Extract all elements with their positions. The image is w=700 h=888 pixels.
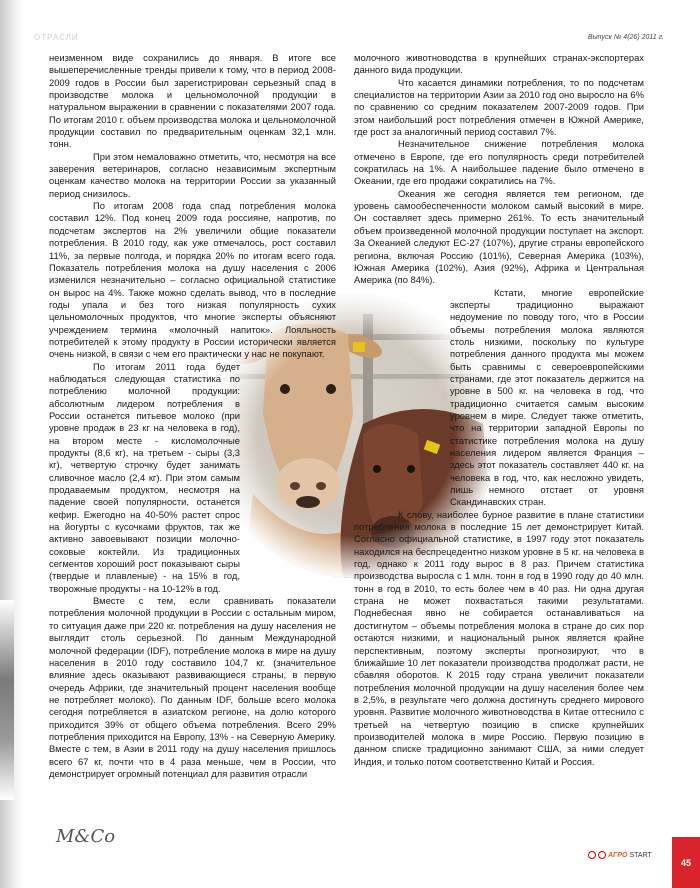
logo-circle-icon — [588, 851, 596, 859]
left-edge-image-strip — [0, 600, 14, 800]
section-tag: ОТРАСЛИ — [34, 33, 79, 42]
logo-circle-icon — [598, 851, 606, 859]
paragraph: Вместе с тем, если сравнивать показатели потребления молочной продукции в России с остальным миром, то ситуация даже при 220 кг. потребления на душу населения не выглядит столь серьезной. По данным Международной молочной федерации (IDF), потребление молока в мире на душу населения в 2010 году составило 104,7 кг. (значительное влияние здесь оказывают развивающиеся страны, в первую очередь Африки, где значительный процент населения вообще не потребляет молоко). По данным IDF, больше всего молока сегодня потребляется в азиатском регионе, на долю которого приходится 39% от общего объема потребления. Всего 29% потребления приходится на Европу, 13% - на Северную Америку. Вместе с тем, в Азии в 2011 году на душу населения пришлось всего 67 кг, почти что в 4 раза меньше, чем в России, что демонстрирует огромный потенциал для развития отрасли — [49, 595, 336, 779]
text-column-left — [49, 52, 336, 780]
author-signature: M&Co — [56, 826, 116, 847]
paragraph: При этом немаловажно отметить, что, несмотря на все заверения ветеринаров, согласно независимым экспертным оценкам качество молока на территории России за указанный период снизилось. — [49, 150, 336, 199]
paragraph: неизменном виде сохранились до января. В итоге все вышеперечисленные тренды привели к тому, что в период 2008-2009 годов в России был зарегистрирован серьезный спад в производстве молока и цельномолочной продукции в натуральном выражении в сравнении с показателями 2007 года. По итогам 2010 г. объем производства молока и цельномолочной продукции составил по предварительным оценкам 32,1 млн. тонн. — [49, 52, 336, 150]
paragraph: По итогам 2011 года будет наблюдаться следующая статистика по потреблению молочной продукции: абсолютным лидером потребления в России останется питьевое молоко (при уровне продаж в 23 кг на человека в год), на втором месте - кисломолочные продукты (8,6 кг), на третьем - сыры (3,3 кг), четвертую строчку будет занимать сливочное масло (2,4 кг). При этом самым продаваемым продуктом, несмотря на падение своей популярности, останется кефир. Ежегодно на 40-50% растет спрос на йогурты с кусочками фруктов, так же активно завоевывают позиции молочно-соковые коктейли. Из традиционных сегментов хороший рост показывают сыры (твердые и плавленые) - на 15% в год, творожные продукты - на 10-12% в год. — [49, 360, 240, 594]
paragraph: Кстати, многие европейские эксперты традиционно выражают недоумение по поводу того, что в России объемы потребления молока являются столь низкими, поскольку по культуре потребления данного продукта мы можем быть сравнимы с североевропейскими странами, где этот показатель держится на уровне в 500 кг. на человека в год, что традиционно считается самым высоким уровнем в мире. Следует также отметить, что на территории западной Европы по статистике потребления молока на душу населения лидером является Франция – здесь этот показатель составляет 440 кг. на человека в год, что, как несложно увидеть, лишь немного отстает от уровня Скандинавских стран. — [450, 286, 644, 508]
page-header — [0, 0, 700, 44]
page-number: 45 — [672, 837, 700, 888]
publisher-logo — [588, 851, 652, 859]
paragraph: К слову, наиболее бурное развитие в плане статистики потребления молока в последние 15 лет демонстрирует Китай. Согласно официальной статистике, в 1997 году этот показатель находился на беспрецедентно низком уровне в 5 кг. на человека в год, однако к 2011 году вырос в 8 раз. Причем статистика производства выросла с 1 млн. тонн в год в 1990 году до 40 млн. тонн в год в 2010, то есть более чем в 40 раз. Ни одна другая страна не может похвастаться такими результатами. Поднебесная явно не собирается останавливаться на достигнутом – объемы потребления молока в стране до сих пор остаются низкими, и национальный рынок является крайне перспективным, поэтому эксперты прогнозируют, что в ближайшие 10 лет показатели производства продолжат расти, не сбавляя оборотов. К 2015 году страна увеличит показатели потребления молочной продукции на душу населения более чем в 2,5%, в результате чего должна достигнуть среднего мирового уровня. Развитие молочного животноводства в Китае оттеснило с третьей на четвертую позицию в списке крупнейших производителей молока в мире Россию. Первую позицию в данном списке традиционно занимают США, за ними следует Индия, и только потом соответственно Китай и Россия. — [354, 508, 644, 767]
logo-text-suffix: START — [629, 851, 652, 859]
paragraph: молочного животноводства в крупнейших странах-экспортерах данного вида продукции. — [354, 52, 644, 76]
paragraph: Незначительное снижение потребления молока отмечено в Европе, где его популярность среди потребителей сократилась на 1%. А наибольшее падение было отмечено в Океании, где его продажи сократились на 7%. — [354, 138, 644, 187]
paragraph: По итогам 2008 года спад потребления молока составил 12%. Под конец 2009 года россияне, напротив, по подсчетам экспертов на 2% увеличили общие показатели потребления. В 2010 году, как уже отмечалось, рост составил 11%, за первые полгода, и порядка 20% по итогам всего года. Показатель потребления молока на душу населения с 2006 изменился незначительно – согласно официальной статистике он вырос на 4%. Также можно сделать вывод, что в последние годы упала и без того низкая популярность сухих цельномолочных продуктов, что многие эксперты объясняют учреждением термина «молочный напиток». Лояльность потребителей к этому продукту в России исторически является очень низкой, в связи с чем его практически у нас не покупают. — [49, 200, 336, 360]
paragraph: Что касается динамики потребления, то по подсчетам специалистов на территории Азии за 2010 год оно выросло на 6% по сравнению со средним показателем 2007-2009 годов. При этом наибольший рост потребления отмечен в Южной Америке, где рост за аналогичный период составил 7%. — [354, 76, 644, 138]
text-column-right — [354, 52, 644, 768]
issue-number: Выпуск № 4(26) 2011 г. — [587, 34, 664, 41]
paragraph: Океания же сегодня является тем регионом, где уровень самообеспеченности молоком самый высокий в мире. Он составляет здесь примерно 261%. То есть значительный объем произведенной молочной продукции поступает на экспорт. За Океанией следуют ЕС-27 (107%), другие страны европейского региона, включая Россию (101%), Северная Америка (103%), Южная Америка (102%), Азия (92%), Африка и Центральная Америка (по 84%). — [354, 187, 644, 286]
logo-text: АГРО — [608, 851, 628, 859]
